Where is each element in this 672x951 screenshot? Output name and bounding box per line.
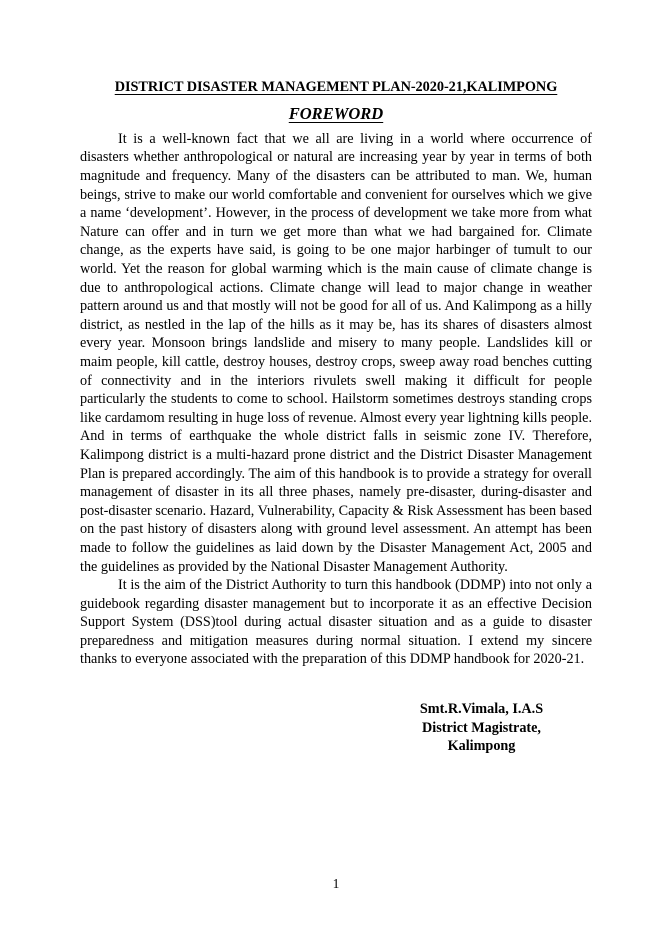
page-number: 1 [332,876,340,891]
signatory-name: Smt.R.Vimala, I.A.S [419,701,544,718]
page-title [80,78,592,97]
document-body [80,78,592,756]
signature-inner [379,700,584,756]
signature-block [80,700,592,756]
signatory-location: Kalimpong [447,738,516,755]
paragraph-2: It is the aim of the District Authority to turn this handbook (DDMP) into not only a guidebook regarding disaster management but to incorporate it as an effective Decision Support System (DSS)tool during actual disaster situation and as a guide to disaster preparedness and mitigation measures during normal situation. I extend my sincere thanks to everyone associated with the preparation of this DDMP handbook for 2020-21. [80,577,592,668]
section-heading [80,103,592,125]
paragraph-1: It is a well-known fact that we all are living in a world where occurrence of disasters whether anthropological or natural are increasing year by year in terms of both magnitude and frequency. Many of the disasters can be attributed to man. We, human beings, strive to make our world comfortable and convenient for ourselves which we give a name ‘development’. However, in the process of development we take more from what Nature can offer and in turn we get more than what we had bargained for. Climate change, as the experts have said, is going to be one major harbinger of tumult to our world. Yet the reason for global warming which is the main cause of climate change is due to anthropological actions. Climate change will lead to major change in weather pattern around us and that mostly will not be good for all of us. And Kalimpong as a hilly district, as nestled in the lap of the hills as it may be, has its shares of disasters almost every year. Monsoon brings landslide and misery to many people. Landslides kill or maim people, kill cattle, destroy houses, destroy crops, sweep away road benches cutting of connectivity and in the interiors rivulets swell making it difficult for people particularly the students to come to school. Hailstorm sometimes destroys standing crops like cardamom resulting in huge loss of revenue. Almost every year lightning kills people. And in terms of earthquake the whole district falls in seismic zone IV. Therefore, Kalimpong district is a multi-hazard prone district and the District Disaster Management Plan is prepared accordingly. The aim of this handbook is to provide a strategy for overall management of disaster in its all three phases, namely pre-disaster, during-disaster and post-disaster scenario. Hazard, Vulnerability, Capacity & Risk Assessment has been based on the past history of disasters along with ground level assessment. An attempt has been made to follow the guidelines as laid down by the Disaster Management Act, 2005 and the guidelines as provided by the National Disaster Management Authority. [80,130,592,575]
section-heading-text: FOREWORD [288,103,384,123]
page-title-text: DISTRICT DISASTER MANAGEMENT PLAN-2020-21,KALIMPONG [114,79,558,95]
signatory-designation: District Magistrate, [422,719,541,736]
